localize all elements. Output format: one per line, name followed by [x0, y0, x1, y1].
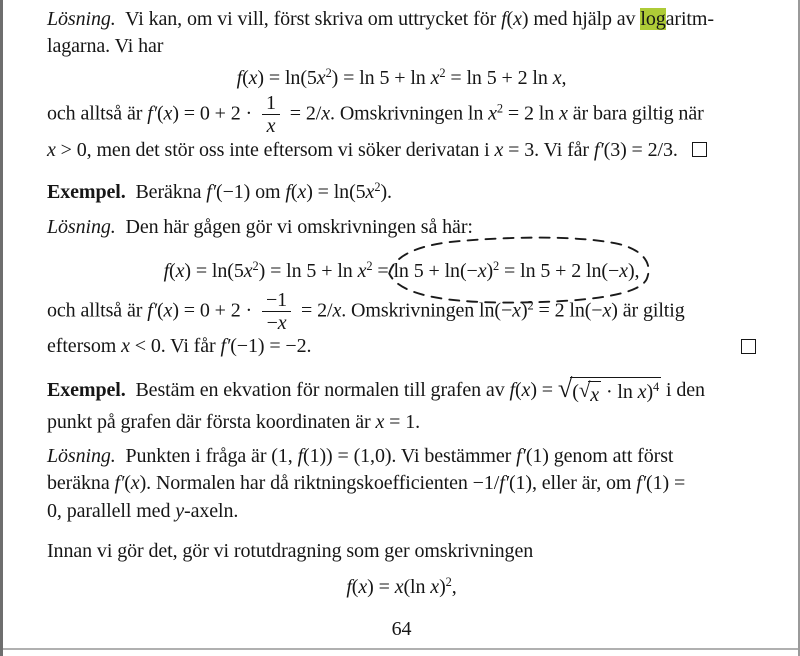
text-run: ), [627, 260, 640, 283]
circled-expression [393, 258, 639, 285]
text-run: ) = ln 5 + ln [331, 67, 431, 90]
text-run: ( [169, 260, 176, 283]
formula-line-1 [47, 65, 756, 92]
text-run: x [552, 67, 562, 90]
text-run: x [521, 378, 531, 401]
text-run: (ln [403, 576, 431, 599]
numerator [262, 93, 280, 115]
text-run: f′ [114, 472, 125, 495]
text-run: ( [572, 380, 579, 403]
text-run: x [47, 138, 56, 161]
page-number: 64 [391, 618, 412, 641]
text-run: Innan vi gör det, gör vi rotutdragning som ger omskrivningen [47, 539, 534, 562]
text-run: x [277, 312, 287, 335]
text-run: f′ [499, 472, 509, 495]
text-run: -axeln. [184, 499, 239, 522]
text-run: ) är giltig [611, 299, 685, 322]
text-run: x [332, 299, 342, 322]
text-run: = 2/ [296, 299, 333, 322]
text-run: Lösning. [47, 8, 116, 30]
text-run: (−1) om [216, 180, 286, 203]
text-run: f [501, 8, 507, 30]
text-run: ( [514, 378, 522, 401]
text-run: x [602, 299, 612, 322]
text-run: = 2 ln [503, 102, 560, 125]
text-run: = 2/ [284, 102, 322, 125]
text-run: < 0. Vi får [129, 335, 221, 358]
radicand [570, 377, 661, 409]
text-run: . Omskrivningen ln [330, 102, 489, 125]
text-run: f′ [593, 138, 604, 161]
text-run: ( [124, 472, 131, 495]
text-run: Den här gågen gör vi omskrivningen så här: [115, 216, 473, 239]
text-run: (−1) = −2. [230, 335, 312, 358]
text-run: , [451, 576, 457, 599]
text-run: = 2 ln(− [533, 299, 603, 322]
text-run: −1 [266, 288, 288, 311]
text-run: Exempel. [47, 180, 126, 203]
text-run: 2 [445, 574, 452, 589]
qed-square [692, 142, 707, 157]
numerator [262, 290, 291, 312]
text-run: aritm- [665, 8, 714, 30]
square-root [578, 377, 601, 409]
text-run: Lösning. [47, 216, 116, 239]
text-run: ( [242, 67, 249, 90]
text-run: ) [486, 260, 494, 283]
qed-square [741, 339, 756, 354]
text-run: f [346, 576, 352, 599]
text-run: x [130, 472, 140, 495]
text-run: log [640, 8, 666, 30]
text-run: x [266, 115, 276, 138]
rewrite-intro-paragraph [47, 538, 756, 565]
text-run: lagarna. Vi har [47, 35, 164, 58]
text-run: ) = [367, 576, 395, 599]
text-run: f [297, 445, 304, 468]
text-run: x [297, 180, 307, 203]
text-run: (1)) = (1,0). Vi bestämmer [303, 445, 517, 468]
text-run: x [163, 299, 173, 322]
text-run: 2 [374, 179, 381, 194]
text-run: Lösning. [47, 445, 116, 468]
text-run: 0, parallell med [47, 499, 176, 522]
text-run: 2 [366, 259, 373, 274]
text-run: ) [646, 380, 654, 403]
text-run: Vi kan, om vi vill, först skriva om uttrycket för [115, 8, 502, 30]
formula-line-2 [47, 258, 756, 285]
text-run: ( [156, 102, 164, 125]
text-run: Punkten i fråga är (1, [115, 445, 298, 468]
text-run: 1 [266, 91, 276, 114]
text-run: = ln 5 + 2 ln(− [499, 260, 620, 283]
text-run: ) = ln(5 [306, 180, 366, 203]
text-run: x [430, 576, 440, 599]
text-run: x [619, 260, 628, 283]
text-run: > 0, men det stör oss inte eftersom vi söker derivatan i [55, 138, 495, 161]
text-run: i den [661, 378, 705, 401]
text-run: ) [520, 299, 528, 322]
text-run: , [561, 67, 567, 90]
text-run: ) = 0 + 2 · [172, 102, 257, 125]
text-run: = [372, 260, 394, 283]
text-run: och alltså är [47, 102, 148, 125]
text-run: är bara giltig när [567, 102, 704, 125]
text-run: x [494, 138, 504, 161]
text-run: 2 [496, 101, 504, 116]
text-run: eftersom [47, 335, 122, 358]
text-run: x [248, 67, 258, 90]
example-3-heading [47, 372, 756, 437]
text-run: x [430, 67, 440, 90]
text-run: ) = [530, 378, 558, 401]
text-run: x [637, 380, 647, 403]
text-run: 2 [493, 259, 500, 274]
text-run: ) = ln(5 [184, 260, 244, 283]
text-run: f′ [147, 299, 157, 322]
text-run: ) = ln(5 [257, 67, 317, 90]
text-run: x [163, 102, 173, 125]
text-run: ( [156, 299, 164, 322]
text-run: Bestäm en ekvation för normalen till grafen av [125, 378, 510, 401]
text-run: x [590, 383, 600, 406]
text-run: f′ [516, 445, 526, 468]
formula-line-3 [47, 574, 756, 601]
fraction [262, 290, 291, 334]
circled-text [393, 260, 639, 282]
square-root [557, 372, 661, 409]
text-run: x [477, 260, 487, 283]
text-run: f [285, 180, 291, 203]
text-run: = 3. Vi får [503, 138, 594, 161]
text-run: ) = ln 5 + ln [258, 260, 358, 283]
text-run: x [358, 576, 368, 599]
text-run: x [365, 180, 375, 203]
text-run: x [394, 576, 404, 599]
text-run: x [375, 411, 385, 433]
text-run: Exempel. [47, 378, 126, 401]
text-run: ( [506, 8, 514, 30]
text-run: 2 [325, 66, 332, 81]
text-run: 2 [252, 259, 259, 274]
text-run: och alltså är [47, 299, 148, 322]
text-run: ( [351, 576, 359, 599]
text-run: x [512, 299, 521, 322]
text-run: = ln 5 + 2 ln [445, 67, 553, 90]
text-run: x [175, 260, 185, 283]
text-run: − [266, 312, 278, 335]
text-run: ). Normalen har då riktningskoefficienten −1/ [139, 472, 500, 495]
text-run: · ln [601, 380, 638, 403]
text-run: f′ [636, 472, 647, 495]
text-run: 2 [527, 297, 534, 312]
text-run: y [175, 499, 185, 522]
text-run: ) = 0 + 2 · [172, 299, 257, 322]
text-run: x [316, 67, 326, 90]
text-run: x [321, 102, 331, 125]
fraction [262, 93, 280, 137]
solution-paragraph-3 [47, 443, 756, 525]
text-run: 2 [439, 66, 446, 81]
text-run: x [488, 102, 497, 125]
text-run: (3) = 2/3. [603, 138, 678, 161]
text-run: x [243, 260, 253, 283]
text-run: beräkna [47, 472, 115, 495]
text-run: Beräkna [125, 180, 207, 203]
text-run: 4 [653, 379, 660, 394]
example-2-heading [47, 179, 756, 206]
text-run: . Omskrivningen ln(− [341, 299, 513, 322]
text-run: f [509, 378, 515, 401]
text-run: f [163, 260, 170, 283]
derivative-paragraph-2 [47, 290, 756, 361]
text-run: x [513, 8, 522, 30]
text-run: x [357, 260, 367, 283]
text-run: (1), eller är, om [508, 472, 637, 495]
radical-sign-icon: √ [578, 377, 591, 402]
text-run: ) med hjälp av [521, 8, 641, 30]
denominator [263, 312, 291, 333]
text-run: x [121, 335, 130, 358]
text-run: f′ [147, 102, 157, 125]
text-run: (1) = [646, 472, 686, 495]
text-run: ln 5 + ln(− [393, 260, 478, 283]
text-run: (1) genom att först [525, 445, 674, 468]
text-run: f′ [220, 335, 231, 358]
radical-sign-icon: √ [557, 372, 573, 403]
text-run: ). [380, 180, 392, 203]
text-run: x [559, 102, 568, 125]
text-run: f [236, 67, 243, 90]
bottom-page-border [3, 648, 798, 650]
text-run: = 1. [384, 411, 421, 433]
text-run: f′ [206, 180, 217, 203]
text-run: ) [439, 576, 446, 599]
denominator [263, 115, 280, 136]
derivative-paragraph-1 [47, 93, 756, 164]
solution-paragraph-1 [47, 6, 756, 60]
text-run: ( [290, 180, 298, 203]
text-run: punkt på grafen där första koordinaten är [47, 411, 376, 433]
solution-intro-2 [47, 214, 756, 241]
